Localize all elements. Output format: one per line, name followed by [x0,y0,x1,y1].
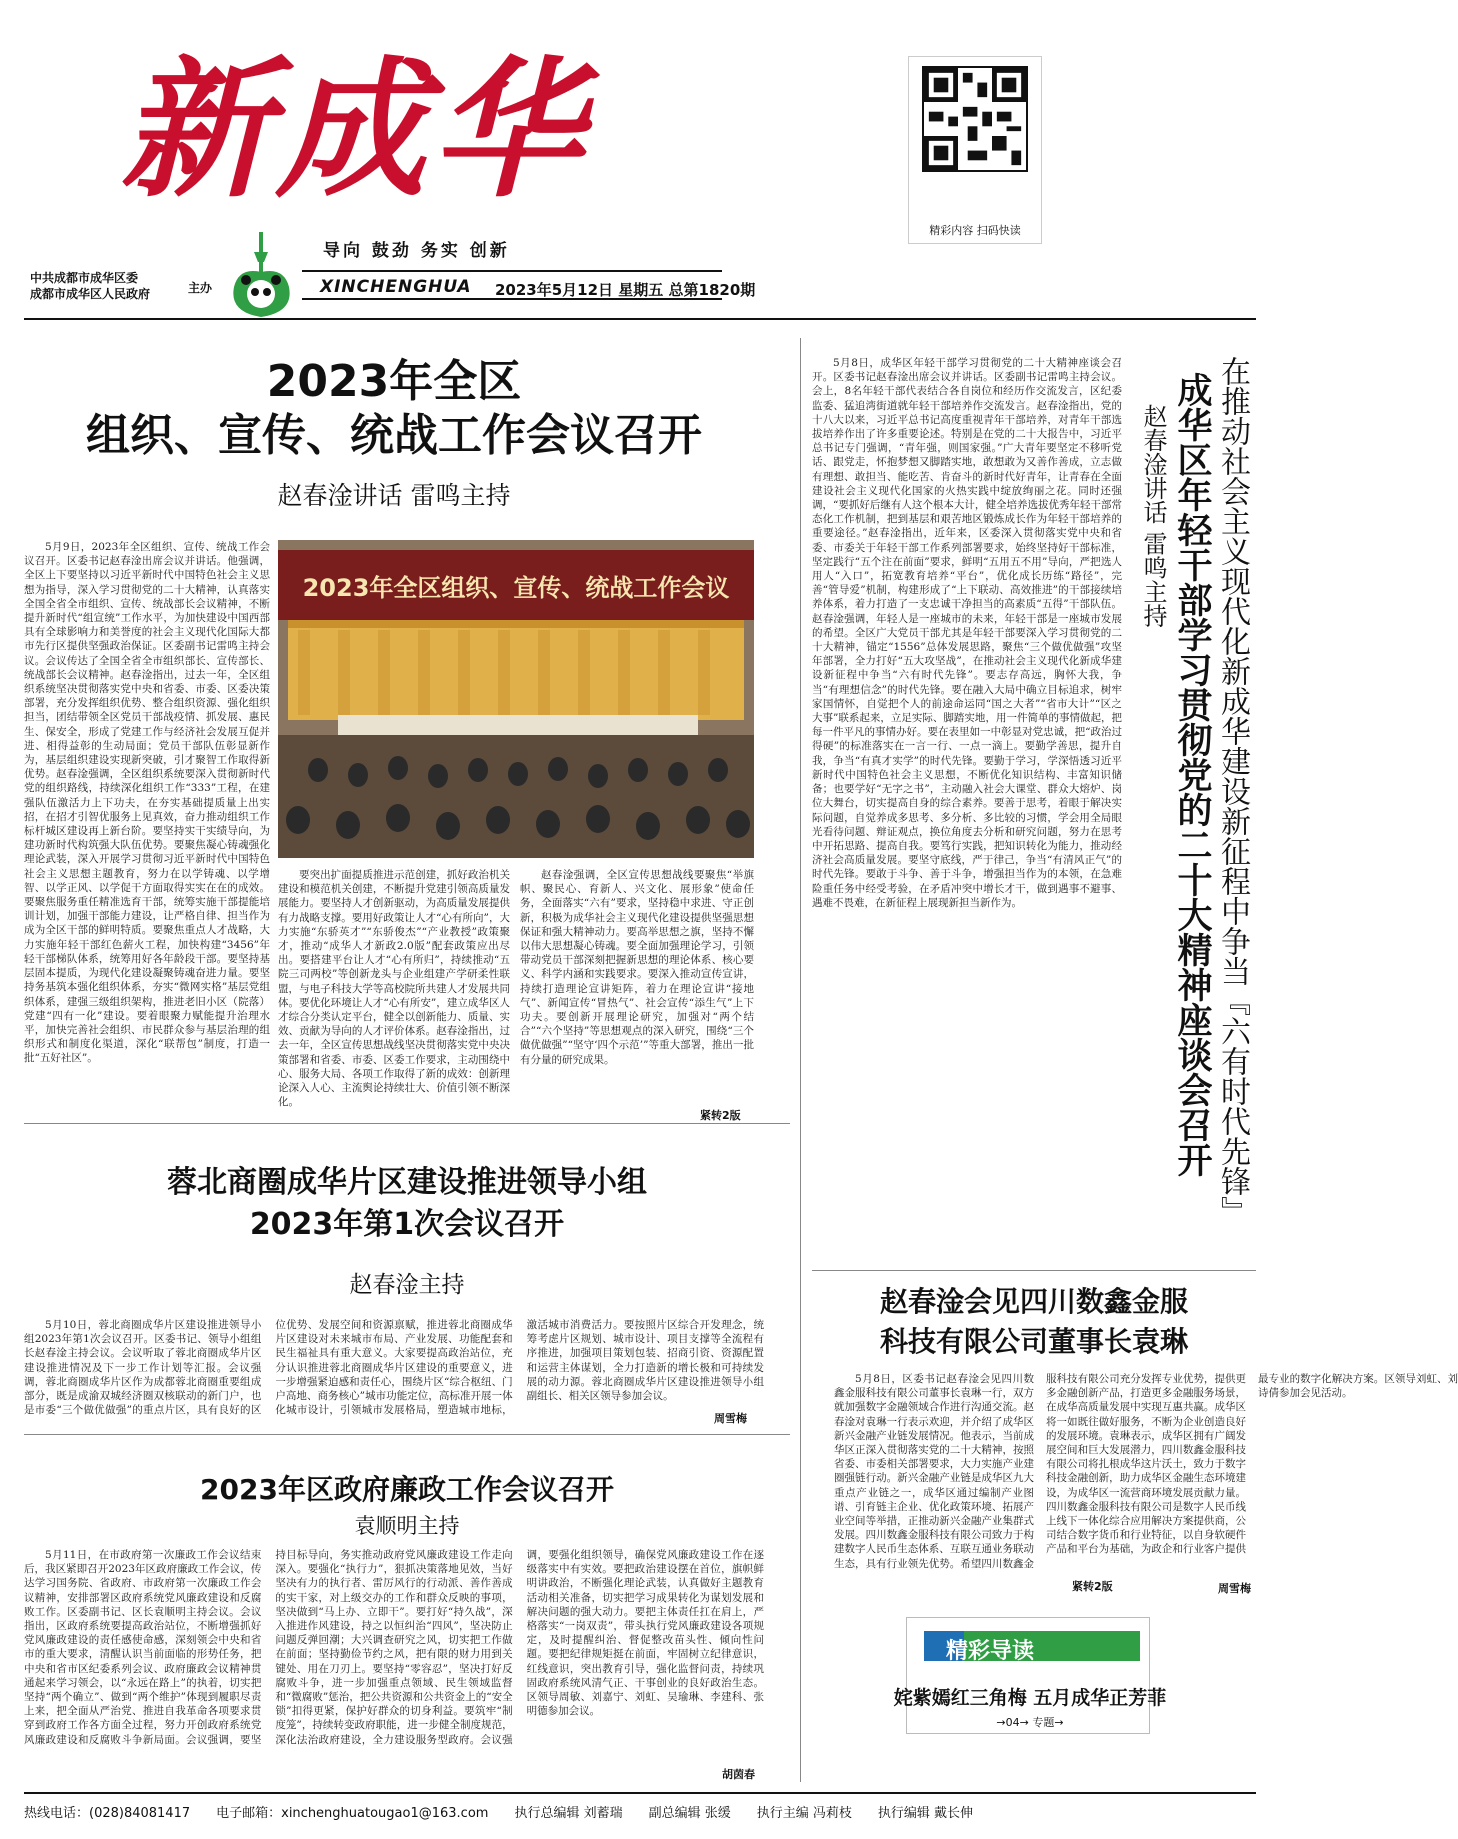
section-divider-1 [24,1123,790,1124]
article3-headline-line2: 2023年第1次会议召开 [249,1207,565,1242]
article1-headline-line1: 2023年全区 [266,356,522,407]
panda-tower-logo-icon [224,232,304,322]
section-divider-2 [24,1434,790,1435]
footer-exec-chief: 执行主编 冯莉枝 [756,1806,852,1821]
column-divider [800,338,801,1782]
sponsor-line-1: 中共成都市成华区委 [30,271,139,285]
article4-body-text: 5月11日，在市政府第一次廉政工作会议结束后，我区紧即召开2023年区政府廉政工作会议，传达学习国务院、省政府、市政府第一次廉政工作会议精神，安排部署区政府系统党风廉政建设和反腐败工作。区委副书记、区长袁顺明主持会议。会议指出，区政府系统要提高政治站位，不断增强抓好党风廉政建设的责任感使命感，深刻领会中央和省市的重大要求，清醒认识当前面临的形势任务，把中央和省市区纪委系列会议、政府廉政会议精神贯通起来学习领会，以“永远在路上”的执着，切实把坚持“两个确立”、做到“两个维护”体现到履职尽责上来，把全面从严治党、推进自我革命各项要求贯穿到政府工作各方面全过程，努力开创政府系统党风廉政建设和反腐败斗争新局面。会议强调，要坚持目标导向，务实推动政府党风廉政建设工作走向深入。要强化“执行力”，狠抓决策落地见效，当好坚决有力的执行者、雷厉风行的行动派、善作善成的实干家，对上级交办的工作和群众反映的事项，坚决做到“马上办、立即干”。要打好“持久战”，深入推进作风建设，持之以恒纠治“四风”，坚决防止问题反弹回潮；大兴调查研究之风，切实把工作做在前面；坚持勤俭节约之风，把有限的财力用到关键处、用在刀刃上。要坚持“零容忍”，坚决打好反腐败斗争，进一步加强重点领域、民生领域监督和“微腐败”惩治，把公共资源和公共资金上的“安全锁”扣得更紧，保护好群众的切身利益。要筑牢“制度笼”，持续转变政府职能，进一步健全制度规范，深化法治政府建设，全力建设服务型政府。会议强调，要强化组织领导，确保党风廉政建设工作在逐级落实中有实效。要把政治建设摆在首位，旗帜鲜明讲政治，不断强化理论武装，认真做好主题教育活动相关准备，切实把学习成果转化为谋划发展和解决问题的强大动力。要把主体责任扛在肩上，严格落实“一岗双责”，带头执行党风廉政建设各项规定，及时提醒纠治、督促整改苗头性、倾向性问题。要把纪律规矩挺在前面，牢固树立纪律意识，红线意识，突出教育引导，强化监督问责，持续巩固政府系统风清气正、干事创业的良好政治生态。区领导周敏、刘嘉宁、刘虹、吴瑜琳、李建科、张明德参加会议。 [24,1549,764,1746]
sponsor-organizations [30,270,150,302]
article2-jump[interactable]: 紧转2版 [1072,1580,1113,1593]
masthead-pinyin: XINCHENGHUA [320,277,472,297]
article3-subhead: 赵春淦主持 [349,1272,465,1298]
article3-author: 周雪梅 [714,1412,747,1425]
footer-exec-edit: 执行编辑 戴长伸 [877,1806,973,1821]
masthead-rule [24,318,1256,320]
article3-body-text: 5月10日，蓉北商圈成华片区建设推进领导小组2023年第1次会议召开。区委书记、领导小组组长赵春淦主持会议。会议听取了蓉北商圈成华片区建设推进情况及下一步工作计划等汇报。会议强调，蓉北商圈成华片区作为成都蓉北商圈重要组成部分，既是成渝双城经济圈双核联动的新门户，也是市委“三个做优做强”的重点片区，具有良好的区位优势、发展空间和资源禀赋，推进蓉北商圈成华片区建设对未来城市布局、产业发展、功能配套和民生福祉具有重大意义。大家要提高政治站位，充分认识推进蓉北商圈成华片区建设的重要意义，进一步增强紧迫感和责任心，围绕片区“综合枢纽、门户高地、商务核心”城市功能定位，高标准开展一体化城市设计，引领城市发展格局，塑造城市地标，激活城市消费活力。要按照片区综合开发理念，统筹考虑片区规划、城市设计、项目支撑等全流程有序推进，加强项目策划包装、招商引资、资源配置和运营主体谋划，全力打造新的增长极和可持续发展的动力源。蓉北商圈成华片区建设推进领导小组副组长、相关区领导参加会议。 [24,1319,764,1417]
conference-hall-image [278,540,754,858]
footer-hotline: 热线电话：(028)84081417 [24,1806,191,1821]
article5-body [834,1372,1458,1584]
article5-headline-line1: 赵春淦会见四川数鑫金服 [879,1285,1188,1318]
article1-col3-text: 赵春淦强调，全区宣传思想战线要聚焦“举旗帜、聚民心、育新人、兴文化、展形象”使命任务，全面落实“六有”要求，坚持稳中求进、守正创新，积极为成华社会主义现代化建设提供坚强思想保证和强大精神动力。要高举思想之旗，坚持不懈以伟大思想凝心铸魂。要全面加强理论学习，引领带动党员干部深刻把握新思想的理论体系、核心要义、科学内涵和实践要求。要深入推动宣传宣讲，持续打造理论宣讲矩阵，着力在理论宣讲“接地气”、新闻宣传“冒热气”、社会宣传“添生气”上下功夫。要创新开展理论研究，加强对“两个结合”“六个坚持”等思想观点的深入研究，围绕“三个做优做强”“坚守‘四个示范’”等重大部署，推出一批有分量的研究成果。 [520,869,754,1066]
highlights-text[interactable]: 姹紫嫣红三角梅 五月成华正芳菲 [893,1687,1167,1709]
article4-subhead: 袁顺明主持 [354,1514,460,1538]
section-divider-3 [812,1270,1256,1271]
footer-exec-editor: 执行总编辑 刘蓄瑞 [514,1806,623,1821]
footer-deputy-editor: 副总编辑 张缓 [648,1806,731,1821]
footer-rule [24,1792,1256,1794]
article1-jump[interactable]: 紧转2版 [700,1109,741,1122]
article5-author: 周雪梅 [1218,1582,1251,1595]
article3-headline [24,1162,790,1246]
masthead-slogan: 导向 鼓劲 务实 创新 [323,241,510,261]
article1-headline-line2: 组织、宣传、统战工作会议召开 [86,410,702,461]
highlights-tag: 精彩导读 [946,1639,1035,1664]
issue-dateline: 2023年5月12日 星期五 总第1820期 [495,281,756,299]
highlights-page-ref[interactable]: →04→ 专题→ [996,1716,1064,1729]
article1-column-3 [520,868,754,1108]
article1-subhead: 赵春淦讲话 雷鸣主持 [277,481,511,510]
article3-body [24,1318,764,1426]
article4-body [24,1548,764,1784]
article1-col2-text: 要突出扩面提质推进示范创建，抓好政治机关建设和模范机关创建，不断提升党建引领高质量发展能力。要坚持人才创新驱动，为高质量发展提供有力战略支撑。要用好政策让人才“心有所向”，大力实施“东骄英才”“东骄俊杰”“产业教授”政策聚才，推动“成华人才新政2.0版”配套政策应出尽出。要搭建平台让人才“心有所归”，持续推动“五院三司两校”等创新龙头与企业组建产学研柔性联盟，与电子科技大学等高校院所共建人才发展共同体。要优化环境让人才“心有所安”，建立成华区人才综合分类认定平台，健全以创新能力、质量、实效、贡献为导向的人才评价体系。赵春淦指出，过去一年，全区宣传思想战线坚决贯彻落实党中央决策部署和省委、市委、区委工作要求，主动围绕中心、服务大局、各项工作取得了新的成效：创新理论深入人心、主流舆论持续壮大、价值引领不断深化。 [278,869,510,1109]
article2-headline: 成华区年轻干部学习贯彻党的二十大精神座谈会召开 [1172,372,1212,1177]
article5-headline-line2: 科技有限公司董事长袁琳 [879,1325,1188,1358]
sponsor-line-2: 成都市成华区人民政府 [30,287,151,301]
masthead-title: 新成华 [120,42,589,218]
qr-code-icon[interactable] [922,66,1028,172]
article1-column-2 [278,868,510,1120]
article2-kicker: 在推动社会主义现代化新成华建设新征程中争当『六有时代先锋』 [1215,356,1250,1226]
photo-banner: 2023年全区组织、宣传、统战工作会议 [302,574,730,602]
article1-headline [24,355,764,463]
article3-headline-line1: 蓉北商圈成华片区建设推进领导小组 [167,1165,647,1200]
article2-body-text: 5月8日，成华区年轻干部学习贯彻党的二十大精神座谈会召开。区委书记赵春淦出席会议并讲话。区委副书记雷鸣主持会议。会上，8名年轻干部代表结合各自岗位和经历作交流发言，区纪委监委、猛追湾街道就年轻干部培养作交流发言。赵春淦指出，党的十八大以来，习近平总书记高度重视青年干部培养，对青年干部选拔培养作出了许多重要论述。特别是在党的二十大报告中，习近平总书记专门强调，“青年强，则国家强。”广大青年要坚定不移听党话、跟党走，怀抱梦想又脚踏实地，敢想敢为又善作善成，立志做有理想、敢担当、能吃苦、肯奋斗的新时代好青年，让青春在全面建设社会主义现代化国家的火热实践中绽放绚丽之花。同时还强调，“要抓好后继有人这个根本大计，健全培养选拔优秀年轻干部常态化工作机制，把到基层和艰苦地区锻炼成长作为年轻干部培养的重要途径。”赵春淦指出，近年来，区委深入贯彻落实党中央和省委、市委关于年轻干部工作系列部署要求，始终坚持好干部标准，坚定践行“五个注在前面”要求，鲜明“五用五不用”导向，严把选人用人“入口”，拓宽教育培养“平台”，优化成长历练“路径”，完善“管导爱”机制，构建形成了“上下联动、高效推进”的干部接续培养体系，着力打造了一支忠诚干净担当的高素质“五得”干部队伍。赵春淦强调，年轻人是一座城市的未来，年轻干部是一座城市发展的希望。全区广大党员干部尤其是年轻干部要深入学习贯彻党的二十大精神，锚定“1556”总体发展思路，聚焦“三个做优做强”攻坚年部署，全力打好“五大攻坚战”，在推动社会主义现代化新成华建设新征程中争当“六有时代先锋”。要志存高远，胸怀大我，争当“有理想信念”的时代先锋。要在融入大局中确立目标追求，树牢家国情怀，自觉把个人的前途命运同“国之大者”“省市大计”“区之大事”联系起来，立足实际、脚踏实地，用一件简单的事情做起，把每一件平凡的事情办好。要在表里如一中彰显对党忠诚，把“政治过得硬”的标准落实在一言一行、一点一滴上。要勤学善思，提升自我，争当“有真才实学”的时代先锋。要勤于学习，学深悟透习近平新时代中国特色社会主义思想，不断优化知识结构、丰富知识储备；也要学好“无字之书”，主动融入社会大课堂、群众大熔炉、岗位大舞台，切实提高自身的综合素养。要善于思考，着眼于解决实际问题，自觉养成多思考、多分析、多比较的习惯，学会用全局眼光看待问题、辩证观点，换位角度去分析和研究问题，努力在思考中开拓思路、提高自我。要笃行实践，把知识转化为能力，推动经济社会高质量发展。要坚守底线，严于律己，争当“有清风正气”的时代先锋。要敢于斗争、善于斗争，增强担当作为的本领，在急难险重任务中经受考验，在矛盾冲突中增长才干，做到遇事不避事、遇难不畏难，在新征程上展现新担当新作为。 [812,357,1122,909]
article5-body-text: 5月8日，区委书记赵春淦会见四川数鑫金服科技有限公司董事长袁琳一行，双方就加强数字金融领域合作进行沟通交流。赵春淦对袁琳一行表示欢迎，并介绍了成华区新兴金融产业链发展情况。他表示，当前成华区正深入贯彻落实党的二十大精神，按照省委、市委相关部署要求，大力实施产业建圈强链行动。新兴金融产业链是成华区九大重点产业链之一，成华区通过编制产业图谱、引育链主企业、优化政策环境、拓展产业空间等举措，正推动新兴金融产业集群式发展。四川数鑫金服科技有限公司致力于构建数字人民币生态体系、互联互通业务联动生态，具有行业领先优势。希望四川数鑫金服科技有限公司充分发挥专业优势，提供更多金融创新产品，打造更多金融服务场景，在成华高质量发展中实现互惠共赢。成华区将一如既往做好服务，不断为企业创造良好的发展环境。袁琳表示，成华区拥有广阔发展空间和巨大发展潜力，四川数鑫金服科技有限公司将扎根成华这片沃土，致力于数字科技金融创新，助力成华区金融生态环境建设，为成华区一流营商环境发展贡献力量。四川数鑫金服科技有限公司是数字人民币线上线下一体化综合应用解决方案提供商，公司结合数字货币和行业特征，以自身软硬件产品和平台为基础，为政企和行业客户提供最专业的数字化解决方案。区领导刘虹、刘诗倩参加会见活动。 [834,1373,1458,1570]
footer-email[interactable]: 电子邮箱：xinchenghuatougao1@163.com [216,1806,489,1821]
article1-col1-text: 5月9日，2023年全区组织、宣传、统战工作会议召开。区委书记赵春淦出席会议并讲话。他强调，全区上下要坚持以习近平新时代中国特色社会主义思想为指导，深入学习贯彻党的二十大精神，认真落实全国全省全市组织、宣传、统战部长会议精神，不断提升新时代“组宣统”工作水平，为加快建设中国西部具有全球影响力和美誉度的社会主义现代化国际大都市先行区提供坚强政治保证。区委副书记雷鸣主持会议。会议传达了全国全省全市组织部长、宣传部长、统战部长会议精神。赵春淦指出，过去一年，全区组织系统坚决贯彻落实党中央和省委、市委、区委决策部署，充分发挥组织优势、整合组织资源、强化组织担当，团结带领全区党员干部战疫情、抓发展、惠民生、保安全，形成了党建工作与经济社会发展互促并进、相得益彰的生动局面；党员干部队伍彰显新作为，基层组织建设实现新突破，引才聚智工作取得新优势。赵春淦强调，全区组织系统要深入贯彻新时代党的组织路线，持续深化组织工作“333”工程，在建强队伍激活力上下功夫，在夯实基础提质量上出实招，在招才引智优服务上见真效，奋力推动组织工作标杆城区建设再上新台阶。要坚持实干实绩导向，为建功新时代构筑强大队伍优势。要聚焦凝心铸魂强化理论武装，深入开展学习贯彻习近平新时代中国特色社会主义思想主题教育，努力在以学铸魂、以学增智、以学正风、以学促干方面取得实实在在的成效。要聚焦服务重任精准选育干部，统筹实施干部提能培训计划，加强干部能力建设，让严格自律、担当作为成为全区干部的鲜明特质。要聚焦重点人才战略，大力实施年轻干部红色薪火工程，加快构建“3456”年轻干部梯队体系，统筹用好各年龄段干部。要坚持基层固本提质，为现代化建设凝聚铸魂奋进力量。要坚持务基筑本强化组织体系，夯实“微网实格”基层党组织体系，建强三级组织架构，推进老旧小区（院落）党建“四有一化”建设。要着眼聚力赋能提升治理水平，加快完善社会组织、市民群众参与基层治理的组织形式和制度化渠道，深化“联帮包”制度，打造一批“五好社区”。 [24,541,270,1065]
conference-photo [278,540,754,858]
article5-headline [812,1282,1256,1362]
article4-author: 胡茵春 [722,1768,755,1781]
article1-column-1 [24,540,270,1120]
sponsor-suffix: 主办 [188,281,213,295]
article4-headline: 2023年区政府廉政工作会议召开 [200,1473,614,1506]
article2-subhead: 赵春淦讲话 雷鸣主持 [1139,404,1167,628]
qr-caption: 精彩内容 扫码快读 [929,224,1021,237]
footer [24,1802,1256,1821]
